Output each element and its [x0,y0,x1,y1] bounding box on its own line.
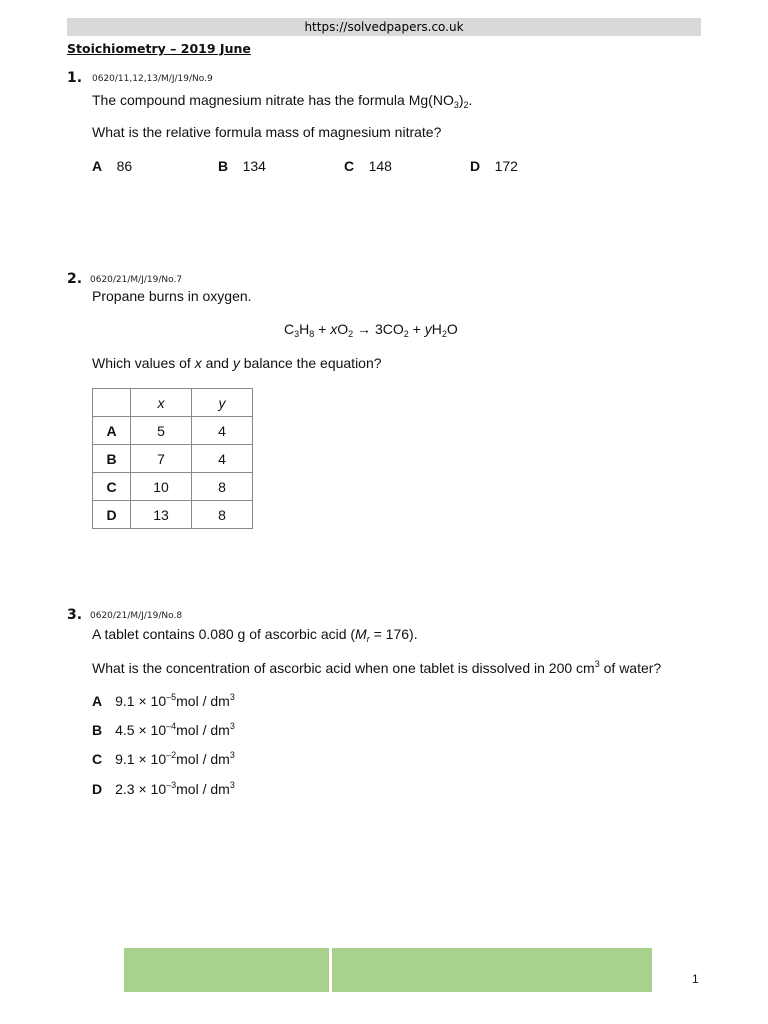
q2-question-var: y [232,355,240,371]
table-row [93,501,253,529]
eq-variable-y: y [424,321,432,337]
row-letter: A [93,417,131,445]
q2-question-text: and [201,355,233,371]
option-unit-exponent: 3 [229,692,235,702]
eq-text: C [284,321,295,337]
eq-text: + [408,321,425,337]
table-cell: 13 [131,501,192,529]
row-letter: B [93,445,131,473]
table-header-cell [93,389,131,417]
option-letter: D [470,158,481,174]
answer-table [92,388,253,529]
q1-subscript: 3 [453,100,459,110]
eq-subscript: 2 [441,329,447,339]
table-row [93,473,253,501]
q1-stem-text: The compound magnesium nitrate has the formula Mg(NO [92,92,454,108]
q3-option-a [92,692,235,709]
option-letter: B [218,158,229,174]
table-cell: 7 [131,445,192,473]
option-value: 86 [116,158,133,174]
eq-subscript: 2 [403,329,409,339]
q3-stem-text: = 176). [369,626,418,642]
footer-bar-left [124,948,329,992]
option-letter: B [92,722,103,738]
option-exponent: –4 [166,721,177,731]
q3-mr-symbol: M [355,626,367,642]
option-coefficient: 4.5 × 10 [115,722,167,738]
footer-bar-right [332,948,652,992]
table-cell: 8 [192,473,253,501]
eq-text: O [446,321,458,337]
option-value: 148 [368,158,392,174]
option-value: 172 [494,158,518,174]
option-letter: C [92,751,103,767]
header-x: x [157,394,165,411]
q2-question-text: Which values of [92,355,195,371]
eq-text: H [431,321,442,337]
question-1-number: 1. [67,70,83,86]
eq-text: H [299,321,310,337]
q2-question-text: balance the equation? [239,355,382,371]
combustion-equation [284,321,458,339]
table-cell: 4 [192,417,253,445]
table-header-cell [131,389,192,417]
question-1-code: 0620/11,12,13/M/J/19/No.9 [92,74,213,84]
q3-option-d [92,780,235,797]
q3-question-text: What is the concentration of ascorbic acid when one tablet is dissolved in 200 cm [92,660,595,676]
option-letter: D [92,781,103,797]
question-3-code: 0620/21/M/J/19/No.8 [90,611,183,621]
row-letter: C [93,473,131,501]
option-unit-exponent: 3 [229,780,235,790]
document-title: Stoichiometry – 2019 June [67,41,251,56]
question-3-question [92,659,661,676]
eq-subscript: 8 [309,329,315,339]
table-row [93,445,253,473]
eq-text: + [314,321,331,337]
option-coefficient: 9.1 × 10 [115,693,167,709]
option-unit: mol / dm [176,693,230,709]
question-1-stem [92,92,472,110]
eq-text: 3CO [374,321,404,337]
option-letter: A [92,693,103,709]
table-header-row [93,389,253,417]
question-2-number: 2. [67,271,83,287]
q1-stem-text: . [468,92,473,108]
question-2-code: 0620/21/M/J/19/No.7 [90,275,183,285]
option-exponent: –2 [166,750,177,760]
question-1-question: What is the relative formula mass of magnesium nitrate? [92,124,442,140]
table-cell: 10 [131,473,192,501]
table-row [93,417,253,445]
q1-option-a [92,158,132,176]
q3-option-c [92,750,235,767]
q3-stem-text: A tablet contains 0.080 g of ascorbic acid ( [92,626,356,642]
table-header-cell [192,389,253,417]
q3-mr-subscript: r [366,634,370,644]
option-value: 134 [242,158,266,174]
option-unit: mol / dm [176,722,230,738]
question-3-number: 3. [67,607,83,623]
reaction-arrow: → [353,321,375,337]
q2-question-var: x [194,355,202,371]
q1-option-d [470,158,518,176]
table-cell: 8 [192,501,253,529]
option-unit-exponent: 3 [229,721,235,731]
question-2-question [92,355,382,371]
table-cell: 5 [131,417,192,445]
header-y: y [218,394,226,411]
table-cell: 4 [192,445,253,473]
page-number: 1 [692,972,699,986]
option-unit-exponent: 3 [229,750,235,760]
q1-option-b [218,158,266,176]
q3-question-text: of water? [599,660,662,676]
option-coefficient: 2.3 × 10 [115,781,167,797]
option-unit: mol / dm [176,751,230,767]
question-2-stem: Propane burns in oxygen. [92,288,252,304]
q3-question-superscript: 3 [594,659,600,669]
q1-stem-text: ) [458,92,464,108]
row-letter: D [93,501,131,529]
eq-text: O [337,321,349,337]
option-coefficient: 9.1 × 10 [115,751,167,767]
q3-option-b [92,721,235,738]
option-letter: C [344,158,355,174]
source-url: https://solvedpapers.co.uk [67,18,701,36]
eq-subscript: 3 [294,329,300,339]
eq-subscript: 2 [348,329,354,339]
q1-option-c [344,158,392,176]
eq-variable-x: x [330,321,338,337]
option-letter: A [92,158,103,174]
question-3-stem [92,626,418,644]
option-exponent: –3 [166,780,177,790]
option-unit: mol / dm [176,781,230,797]
q1-subscript: 2 [463,100,469,110]
option-exponent: –5 [166,692,177,702]
